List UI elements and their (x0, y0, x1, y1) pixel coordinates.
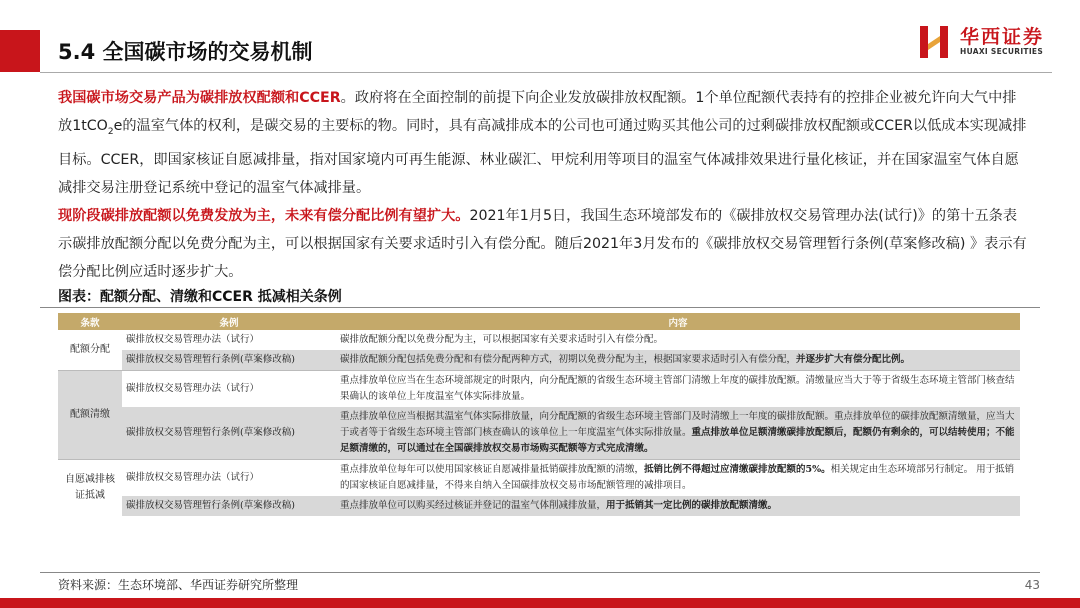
title-divider (40, 72, 1052, 73)
page-number: 43 (1024, 578, 1040, 592)
clause-cell: 碳排放权交易管理暂行条例(草案修改稿) (122, 350, 336, 371)
category-cell: 配额分配 (58, 330, 122, 371)
paragraph-1-text-a: 。政府将在全面控制的前提下向企业发放碳排放权配额。1个单位配额代表持有的控排企业被允许向大气中排放1tCO (58, 90, 1017, 134)
clause-cell: 碳排放权交易管理暂行条例(草案修改稿) (122, 496, 336, 516)
table-row (58, 350, 1020, 371)
content-cell (336, 330, 1020, 350)
content-bold-text: 重点排放单位足额清缴碳排放配额后，配额仍有剩余的，可以结转使用；不能足额清缴的，可以通过在全国碳排放权交易市场购买配额等方式完成清缴。 (340, 427, 1015, 454)
bottom-accent-bar (0, 598, 1080, 608)
paragraph-2-highlight: 现阶段碳排放配额以免费发放为主，未来有偿分配比例有望扩大。 (58, 207, 470, 224)
table-row (58, 407, 1020, 460)
content-cell (336, 371, 1020, 408)
content-cell (336, 350, 1020, 371)
content-text: 重点排放单位可以购买经过核证并登记的温室气体削减排放量， (340, 500, 607, 511)
content-bold-text: 并逐步扩大有偿分配比例。 (796, 354, 911, 365)
table-row (58, 330, 1020, 350)
body-text (58, 84, 1030, 286)
paragraph-1 (58, 84, 1030, 202)
regulation-table (58, 313, 1020, 516)
paragraph-1-subscript: 2 (107, 126, 114, 137)
content-text: 重点排放单位每年可以使用国家核证自愿减排量抵销碳排放配额的清缴， (340, 464, 645, 475)
clause-cell: 碳排放权交易管理办法（试行） (122, 330, 336, 350)
company-logo (918, 20, 1054, 64)
logo-english-name: HUAXI SECURITIES (960, 47, 1044, 56)
figure-caption: 图表：配额分配、清缴和CCER 抵减相关条例 (58, 289, 342, 305)
category-cell: 自愿减排核证抵减 (58, 460, 122, 517)
clause-cell: 碳排放权交易管理办法（试行） (122, 460, 336, 497)
logo-chinese-name: 华西证券 (960, 26, 1045, 48)
table-header-row (58, 313, 1020, 330)
content-text: 重点排放单位应当根据其温室气体实际排放量，向分配配额的省级生态环境主管部门及时清缴上一年度的碳排放配额。重点排放单位的碳排放配额清缴量，应当大于或者等于省级生态环境主管部门核查确认的该单位上一年度温室气体实际排放量。 (340, 411, 1015, 438)
content-text: 重点排放单位应当在生态环境部规定的时限内，向分配配额的省级生态环境主管部门清缴上年度的碳排放配额。清缴量应当大于等于省级生态环境主管部门核查结果确认的该单位上年度温室气体实际排放量。 (340, 375, 1015, 402)
content-bold-text: 用于抵销其一定比例的碳排放配额清缴。 (606, 500, 778, 511)
category-cell: 配额清缴 (58, 371, 122, 460)
table-row (58, 371, 1020, 408)
table-row (58, 496, 1020, 516)
header-regulation: 条例 (122, 313, 336, 330)
paragraph-1-highlight: 我国碳市场交易产品为碳排放权配额和CCER (58, 90, 341, 106)
page-title: 5.4 全国碳市场的交易机制 (58, 40, 313, 64)
clause-cell: 碳排放权交易管理暂行条例(草案修改稿) (122, 407, 336, 460)
paragraph-2 (58, 202, 1030, 286)
header-clause-type: 条款 (58, 313, 122, 330)
title-accent-bar (0, 30, 40, 72)
source-note: 资料来源：生态环境部、华西证券研究所整理 (58, 578, 299, 592)
huaxi-logo-icon (918, 24, 950, 60)
paragraph-1-text-b: e的温室气体的权利，是碳交易的主要标的物。同时，具有高减排成本的公司也可通过购买其他公司的过剩碳排放权配额或CCER以低成本实现减排目标。CCER，即国家核证自愿减排量，指对国家境内可再生能源、林业碳汇、甲烷利用等项目的温室气体减排效果进行量化核证，并在国家温室气体自愿减排交易注册登记系统中登记的温室气体减排量。 (58, 118, 1027, 196)
content-text: 碳排放配额分配以免费分配为主，可以根据国家有关要求适时引入有偿分配。 (340, 334, 664, 345)
content-text: 碳排放配额分配包括免费分配和有偿分配两种方式，初期以免费分配为主，根据国家要求适时引入有偿分配， (340, 354, 797, 365)
content-cell (336, 407, 1020, 460)
paragraph-2-text: 2021年1月5日，我国生态环境部发布的《碳排放权交易管理办法(试行)》的第十五条表示碳排放配额分配以免费分配为主，可以根据国家有关要求适时引入有偿分配。随后2021年3月发布的《碳排放权交易管理暂行条例(草案修改稿) 》表示有偿分配比例应适时逐步扩大。 (58, 207, 1027, 280)
header-content: 内容 (336, 313, 1020, 330)
content-cell (336, 496, 1020, 516)
content-bold-text: 抵销比例不得超过应清缴碳排放配额的5%。 (644, 464, 831, 475)
table-row (58, 460, 1020, 497)
content-text-after: 相关规定由生态环境部另行制定。 用于抵销的国家核证自愿减排量，不得来自纳入全国碳排放权交易市场配额管理的减排项目。 (340, 464, 1015, 491)
content-cell (336, 460, 1020, 497)
source-divider (40, 572, 1040, 573)
figure-divider (40, 307, 1040, 308)
clause-cell: 碳排放权交易管理办法（试行） (122, 371, 336, 408)
